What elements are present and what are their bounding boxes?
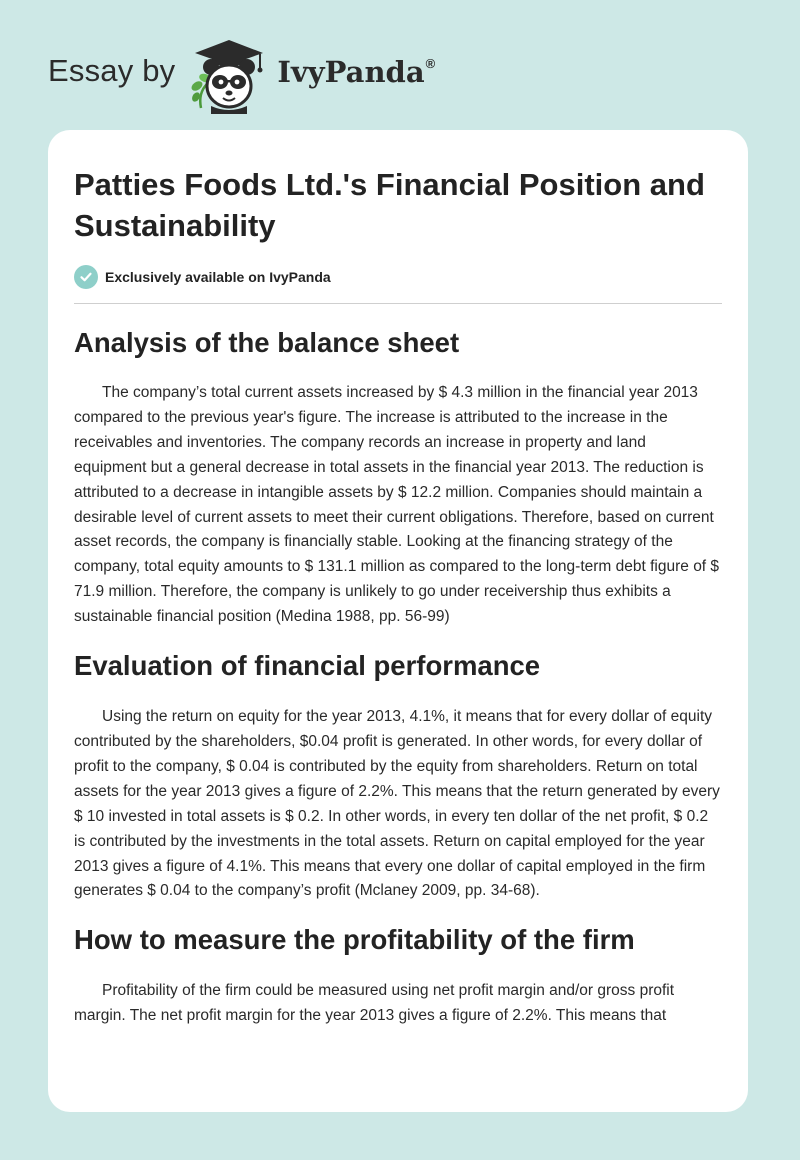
panda-logo-icon: [185, 34, 273, 114]
section-body-financial-performance: Using the return on equity for the year 2013, 4.1%, it means that for every dollar of equity contributed by the shareholders, $0.04 profit is generated. In other words, for every dollar of profit to the company, $ 0.04 is contributed by the equity from shareholders. Return on total assets for the year 2013 gives a figure of 2.2%. This means that the return generated by every $ 10 invested in total assets is $ 0.2. In other words, in every ten dollar of the net profit, $ 0.2 is contributed by the investments in the total assets. Return on capital employed for the year 2013 gives a figure of 4.1%. This means that every one dollar of capital employed in the firm generates $ 0.04 to the company’s profit (Mclaney 2009, pp. 34-68).: [74, 708, 720, 900]
section-heading-profitability: How to measure the profitability of the firm: [74, 924, 635, 956]
section-body-profitability: Profitability of the firm could be measured using net profit margin and/or gross profit margin. The net profit margin for the year 2013 gives a figure of 2.2%. This means that: [74, 982, 675, 1025]
page-title: Patties Foods Ltd.'s Financial Position and Sustainability: [74, 167, 705, 243]
brand-name: [277, 55, 435, 89]
section-heading-financial-performance: Evaluation of financial performance: [74, 650, 541, 682]
brand-name-text: IvyPanda: [277, 55, 425, 89]
section-body-balance-sheet: The company’s total current assets increased by $ 4.3 million in the financial year 2013 compared to the previous year's figure. The increase is attributed to the increase in the receivables and inventories. The company records an increase in property and land equipment but a general decrease in total assets in the financial year 2013. The reduction is attributed to a decrease in intangible assets by $ 12.2 million. Companies should maintain a desirable level of current assets to meet their current obligations. Therefore, based on current asset records, the company is financially stable. Looking at the financing strategy of the company, total equity amounts to $ 131.1 million as compared to the long-term debt figure of $ 71.9 million. Therefore, the company is unlikely to go under receivership thus exhibits a sustainable financial position (Medina 1988, pp. 56-99): [74, 384, 720, 626]
brand-header: [48, 34, 435, 114]
registered-mark: ®: [425, 56, 436, 71]
brand-prefix: Essay by: [48, 53, 176, 88]
check-icon: [74, 265, 98, 289]
section-heading-balance-sheet: Analysis of the balance sheet: [74, 327, 460, 358]
exclusive-label: Exclusively available on IvyPanda: [105, 269, 331, 285]
exclusive-notice: [74, 265, 722, 304]
essay-card: [48, 130, 748, 1112]
